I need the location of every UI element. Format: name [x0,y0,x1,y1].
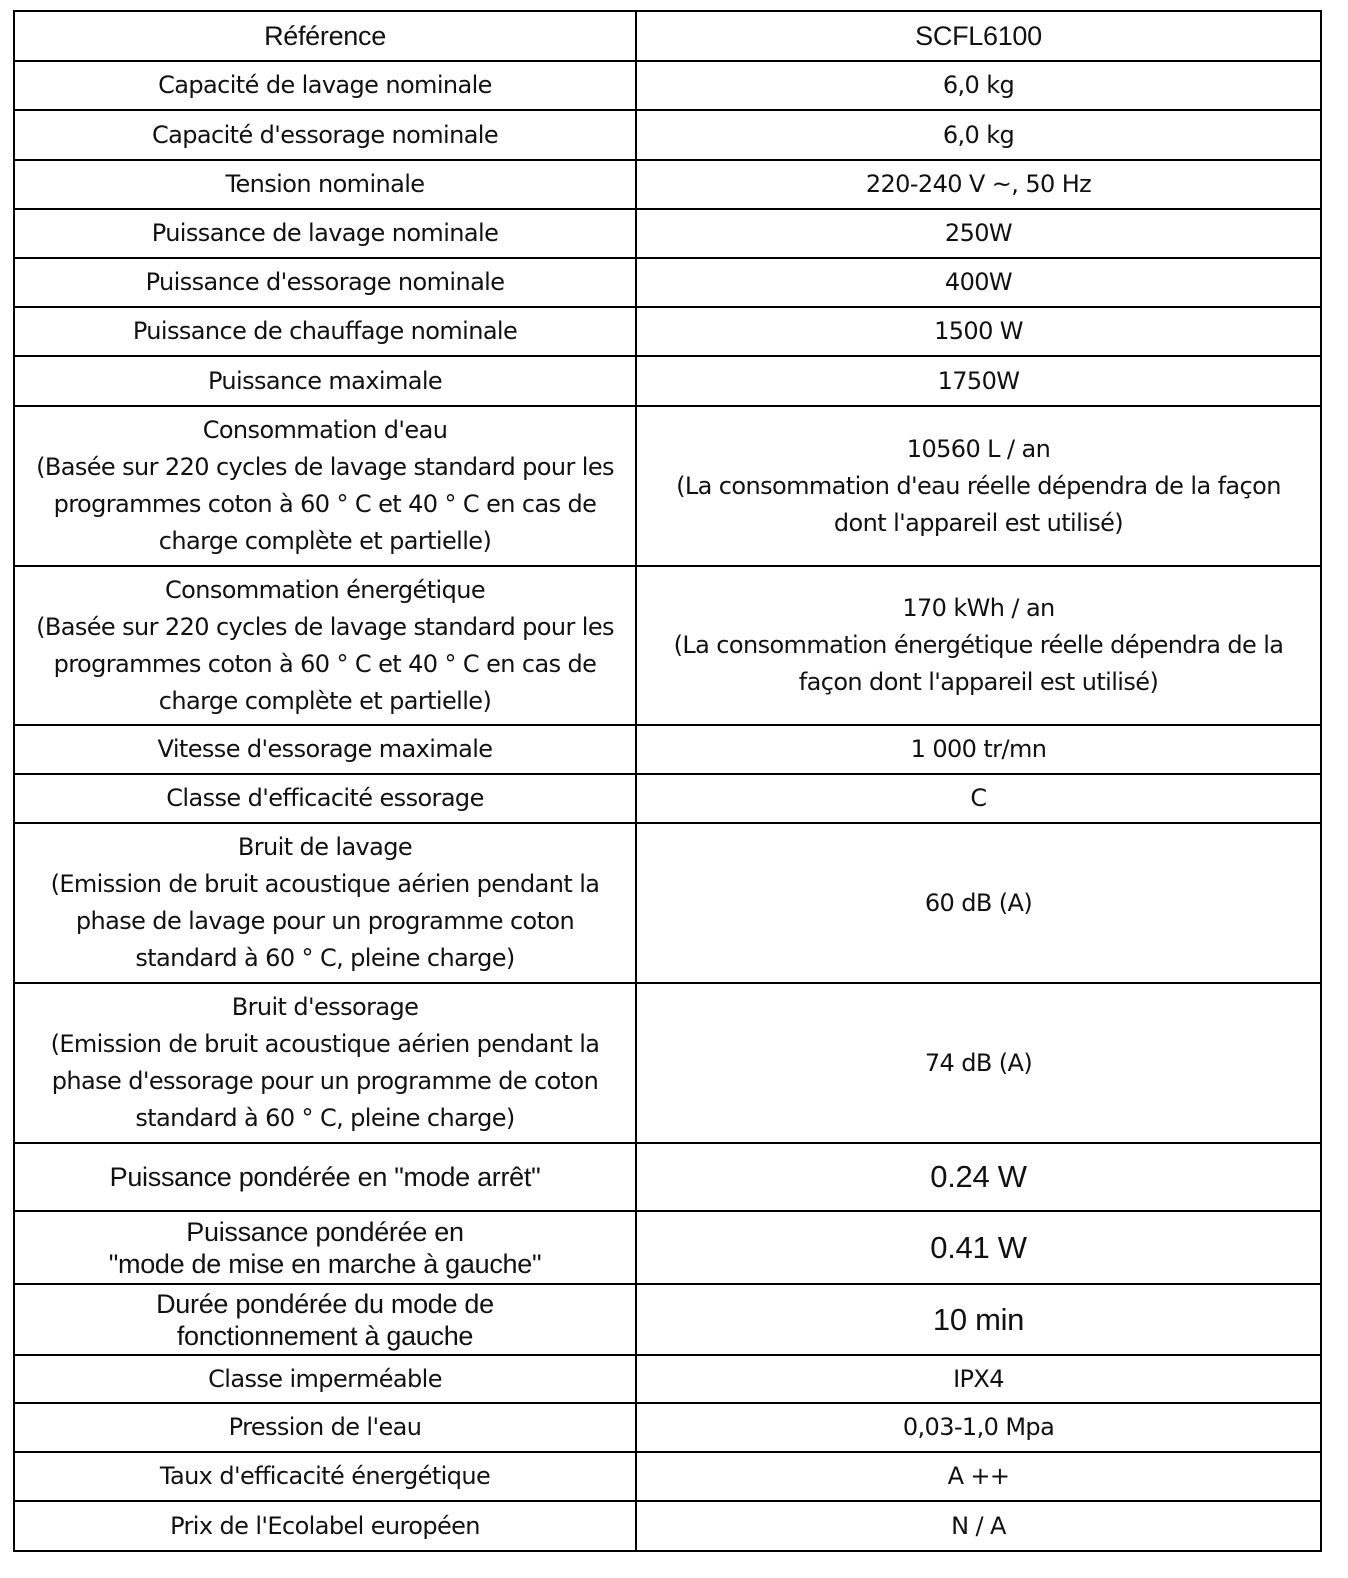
table-row [14,983,1321,1143]
spec-value-cell [636,11,1321,61]
spec-label-cell [14,1211,636,1284]
table-row [14,61,1321,110]
table-row [14,160,1321,209]
table-row [14,823,1321,983]
spec-label-line: programmes coton à 60 ° C et 40 ° C en cas de [53,490,597,518]
spec-label-cell [14,1284,636,1355]
spec-label-line: Puissance maximale [207,366,443,395]
spec-value-line: C [970,784,987,812]
spec-label-line: charge complète et partielle) [158,686,492,715]
spec-value-cell [636,725,1321,774]
spec-value-line: N / A [951,1511,1006,1540]
spec-value-cell [636,823,1321,983]
table-row [14,356,1321,406]
spec-value-line: 74 dB (A) [924,1048,1033,1077]
spec-label-line: Pression de l'eau [228,1413,422,1441]
spec-value-line: IPX4 [953,1364,1004,1393]
spec-label-line: standard à 60 ° C, pleine charge) [135,944,515,972]
spec-label-line: Capacité de lavage nominale [158,71,492,99]
spec-label-line: programmes coton à 60 ° C et 40 ° C en cas de [53,649,597,678]
spec-label-line: (Emission de bruit acoustique aérien pendant la [50,1030,600,1058]
spec-value-line: 6,0 kg [942,71,1015,99]
spec-value-cell [636,160,1321,209]
spec-value-line: 170 kWh / an [902,594,1055,622]
spec-value-line: (La consommation d'eau réelle dépendra de la façon [676,471,1281,500]
spec-value-line: 0,03-1,0 Mpa [902,1413,1055,1441]
spec-label-cell [14,61,636,110]
spec-value-cell [636,1143,1321,1211]
table-row [14,1143,1321,1211]
spec-label-cell [14,160,636,209]
spec-label-cell [14,1355,636,1403]
table-row [14,1501,1321,1551]
spec-value-line: 0.41 W [930,1229,1027,1265]
spec-label-cell [14,823,636,983]
spec-label-cell [14,725,636,774]
spec-value-cell [636,406,1321,566]
spec-value-line: façon dont l'appareil est utilisé) [798,668,1159,696]
spec-value-line: (La consommation énergétique réelle dépendra de la [673,631,1284,659]
spec-value-cell [636,983,1321,1143]
spec-label-cell [14,774,636,823]
table-row [14,1284,1321,1355]
table-row [14,258,1321,307]
spec-label-line: Puissance de chauffage nominale [132,317,518,345]
spec-value-line: 400W [944,268,1013,296]
spec-value-line: 220-240 V ~, 50 Hz [865,170,1092,198]
table-row [14,406,1321,566]
spec-label-line: Puissance pondérée en [186,1216,464,1247]
spec-label-line: (Emission de bruit acoustique aérien pendant la [50,870,600,898]
spec-label-line: Puissance de lavage nominale [151,219,499,247]
spec-label-cell [14,110,636,160]
spec-label-line: standard à 60 ° C, pleine charge) [135,1104,515,1132]
spec-label-line: Capacité d'essorage nominale [151,120,499,149]
spec-value-cell [636,1284,1321,1355]
spec-value-cell [636,1211,1321,1284]
spec-label-cell [14,566,636,725]
spec-label-line: Bruit d'essorage [231,993,419,1021]
spec-value-cell [636,307,1321,356]
spec-label-cell [14,1143,636,1211]
spec-value-line: 6,0 kg [942,120,1015,149]
spec-label-line: Vitesse d'essorage maximale [157,735,493,763]
spec-label-line: Taux d'efficacité énergétique [159,1462,491,1490]
spec-value-line: 60 dB (A) [924,888,1033,917]
spec-value-cell [636,566,1321,725]
spec-value-cell [636,258,1321,307]
table-row [14,1355,1321,1403]
spec-label-line: phase d'essorage pour un programme de coton [51,1067,599,1095]
spec-value-line: 0.24 W [930,1159,1027,1194]
table-row [14,110,1321,160]
spec-value-line: 1750W [937,366,1020,395]
spec-label-line: Puissance d'essorage nominale [145,268,505,296]
spec-value-line: 1 000 tr/mn [910,735,1047,763]
spec-label-line: Bruit de lavage [237,833,413,861]
spec-value-cell [636,1452,1321,1501]
spec-label-cell [14,983,636,1143]
spec-label-line: fonctionnement à gauche [176,1320,474,1351]
spec-value-line: 250W [944,219,1013,247]
table-row [14,209,1321,258]
spec-label-line: Prix de l'Ecolabel européen [170,1511,480,1540]
spec-table-body [14,11,1321,1551]
spec-value-cell [636,1501,1321,1551]
spec-label-line: (Basée sur 220 cycles de lavage standard pour les [36,453,614,481]
spec-label-line: charge complète et partielle) [158,527,492,555]
table-row [14,1403,1321,1452]
spec-value-cell [636,110,1321,160]
spec-label-line: "mode de mise en marche à gauche" [108,1248,542,1279]
spec-value-cell [636,1355,1321,1403]
spec-label-cell [14,1403,636,1452]
spec-value-line: 10560 L / an [906,434,1051,463]
spec-label-cell [14,1452,636,1501]
spec-label-cell [14,209,636,258]
table-row [14,307,1321,356]
spec-label-cell [14,406,636,566]
spec-label-line: Consommation énergétique [165,575,485,604]
table-row [14,725,1321,774]
spec-label-line: phase de lavage pour un programme coton [75,907,575,935]
spec-label-cell [14,1501,636,1551]
table-row [14,1211,1321,1284]
spec-value-line: SCFL6100 [915,21,1042,51]
spec-value-cell [636,356,1321,406]
spec-label-line: (Basée sur 220 cycles de lavage standard pour les [36,612,614,641]
spec-value-line: dont l'appareil est utilisé) [833,508,1124,537]
spec-table [13,10,1322,1552]
table-row [14,1452,1321,1501]
table-row [14,566,1321,725]
spec-label-cell [14,307,636,356]
spec-label-line: Classe d'efficacité essorage [166,784,484,812]
spec-label-line: Classe imperméable [208,1364,442,1393]
spec-label-line: Durée pondérée du mode de [156,1288,494,1319]
spec-label-cell [14,11,636,61]
spec-value-cell [636,774,1321,823]
spec-label-line: Tension nominale [225,170,425,198]
spec-label-cell [14,356,636,406]
spec-value-line: 10 min [932,1301,1025,1337]
spec-value-line: 1500 W [934,317,1023,345]
table-row [14,11,1321,61]
table-row [14,774,1321,823]
spec-value-cell [636,61,1321,110]
spec-value-line: A ++ [947,1462,1010,1490]
spec-value-cell [636,209,1321,258]
spec-value-cell [636,1403,1321,1452]
spec-label-line: Référence [264,21,386,51]
spec-label-cell [14,258,636,307]
spec-label-line: Puissance pondérée en "mode arrêt" [109,1162,541,1192]
spec-label-line: Consommation d'eau [202,416,448,444]
